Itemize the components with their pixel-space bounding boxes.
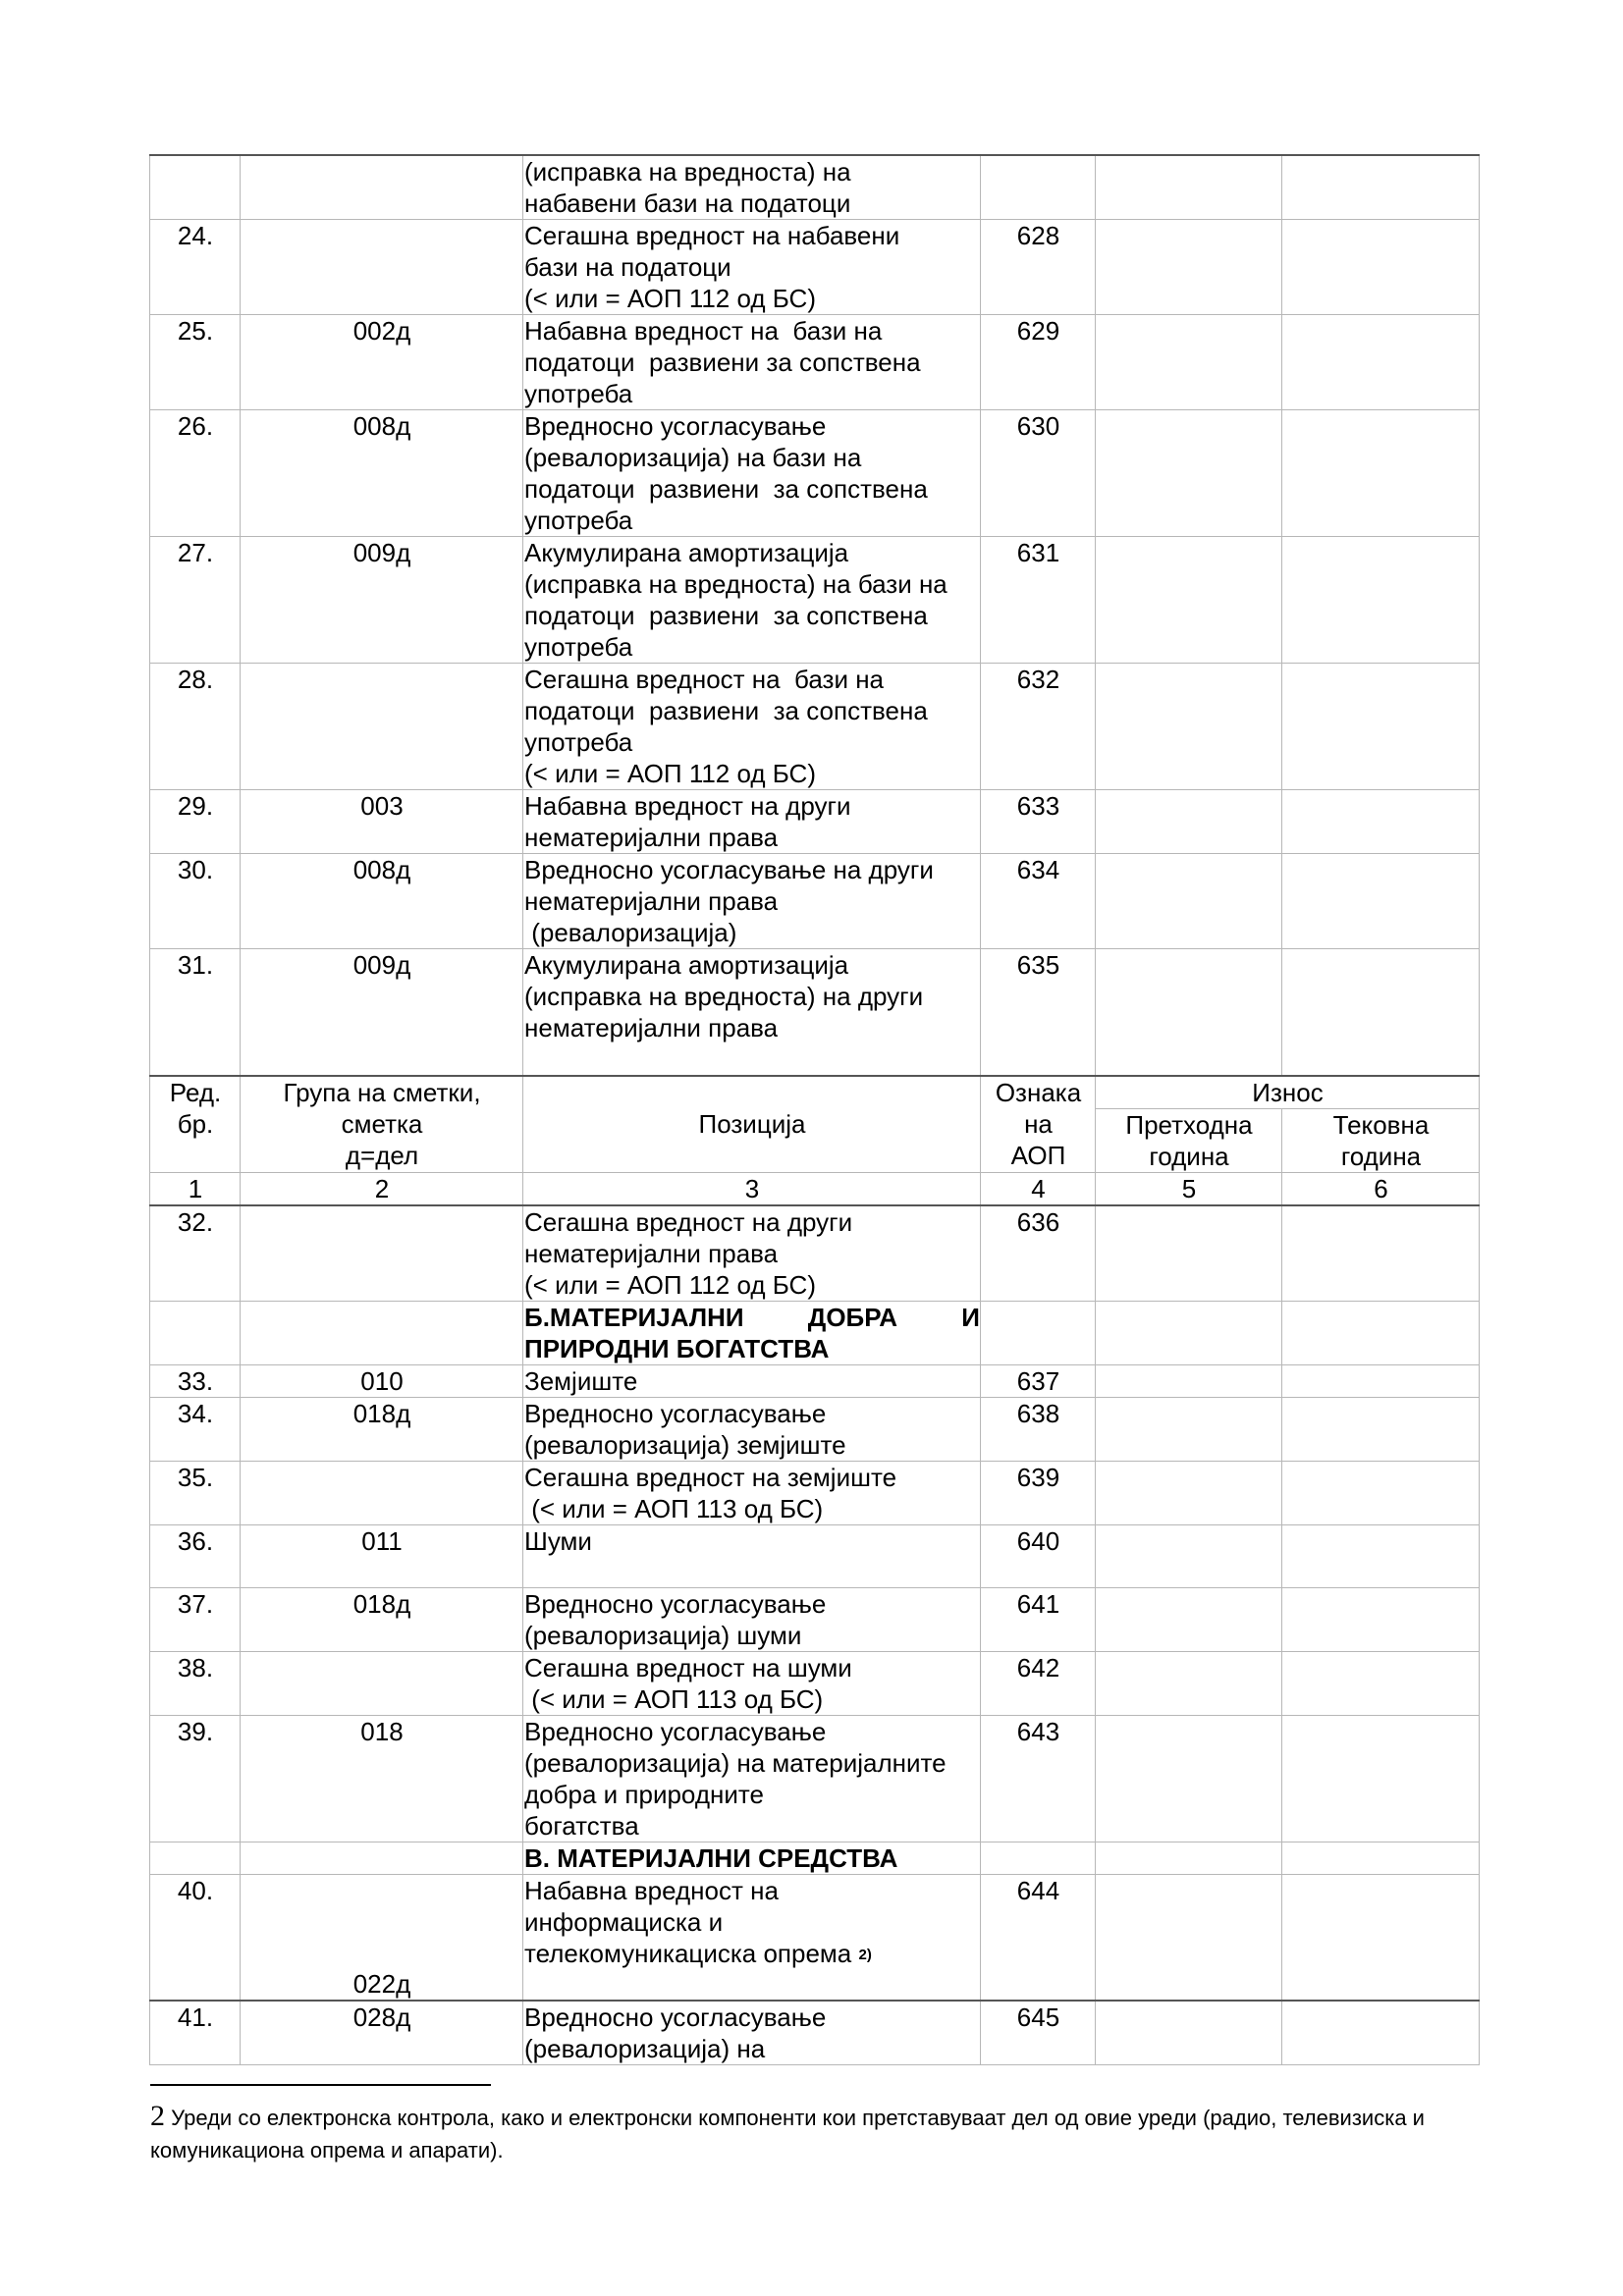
cell-aop xyxy=(981,155,1096,220)
table-row xyxy=(150,155,1480,220)
cell-account-group xyxy=(241,664,523,790)
table-row xyxy=(150,664,1480,790)
cell-prev-year xyxy=(1096,1524,1282,1587)
cell-aop-text: 628 xyxy=(1016,221,1060,250)
table-row xyxy=(150,854,1480,949)
cell-curr-year xyxy=(1282,410,1480,537)
cell-curr-year xyxy=(1282,854,1480,949)
cell-row-number xyxy=(150,1205,241,1302)
cell-curr-year xyxy=(1282,1205,1480,1302)
cell-account-group-text: 022д xyxy=(352,1969,411,1999)
cell-position xyxy=(523,1524,981,1587)
cell-row-number-text: 31. xyxy=(177,950,214,980)
cell-position-text: Акумулирана амортизација (исправка на вредноста) на бази на податоци развиени за сопствена употреба xyxy=(524,538,947,662)
cell-account-group xyxy=(241,854,523,949)
cell-position-text: Сегашна вредност на шуми (< или = АОП 113 од БС) xyxy=(524,1652,852,1714)
cell-position xyxy=(523,155,981,220)
cell-account-group xyxy=(241,1364,523,1397)
cell-position xyxy=(523,1461,981,1524)
cell-account-group xyxy=(241,1205,523,1302)
cell-aop xyxy=(981,1842,1096,1874)
cell-aop-text: 633 xyxy=(1016,791,1060,821)
cell-row-number-text: 34. xyxy=(177,1398,214,1428)
table-header xyxy=(150,1076,1480,1205)
cell-account-group xyxy=(241,155,523,220)
cell-aop-text: 639 xyxy=(1016,1462,1060,1492)
table-body-top xyxy=(150,155,1480,1076)
cell-row-number-text: 29. xyxy=(177,791,214,821)
cell-aop-text: 641 xyxy=(1016,1588,1060,1619)
cell-row-number-text: 38. xyxy=(177,1652,214,1682)
cell-account-group-text: 009д xyxy=(352,538,411,567)
cell-prev-year xyxy=(1096,1715,1282,1842)
cell-prev-year xyxy=(1096,664,1282,790)
cell-prev-year xyxy=(1096,410,1282,537)
cell-account-group xyxy=(241,1301,523,1364)
cell-prev-year xyxy=(1096,1651,1282,1715)
cell-position-text: Вредносно усогласување (ревалоризација) на xyxy=(524,2002,827,2063)
cell-account-group-text: 010 xyxy=(360,1365,404,1396)
cell-row-number xyxy=(150,949,241,1076)
header-num: 2 xyxy=(241,1172,523,1205)
cell-prev-year xyxy=(1096,1301,1282,1364)
header-amount: Износ xyxy=(1096,1076,1480,1109)
cell-account-group-text: 002д xyxy=(352,316,411,346)
cell-account-group xyxy=(241,1715,523,1842)
footnote xyxy=(150,2100,1476,2166)
header-num: 5 xyxy=(1096,1172,1282,1205)
cell-curr-year xyxy=(1282,2001,1480,2065)
cell-aop-text: 635 xyxy=(1016,950,1060,980)
cell-row-number xyxy=(150,1651,241,1715)
cell-row-number-text: 37. xyxy=(177,1588,214,1619)
cell-aop-text: 636 xyxy=(1016,1206,1060,1237)
footnote-number: 2 xyxy=(150,2100,165,2132)
cell-account-group xyxy=(241,537,523,664)
cell-account-group xyxy=(241,1461,523,1524)
cell-position-text: Сегашна вредност на други нематеријални права (< или = АОП 112 од БС) xyxy=(524,1206,853,1300)
cell-position xyxy=(523,1874,981,2001)
cell-curr-year xyxy=(1282,790,1480,854)
table-row xyxy=(150,1842,1480,1874)
cell-aop-text: 638 xyxy=(1016,1398,1060,1428)
cell-aop xyxy=(981,1651,1096,1715)
cell-row-number xyxy=(150,1301,241,1364)
table-row xyxy=(150,1397,1480,1461)
cell-account-group xyxy=(241,410,523,537)
cell-curr-year xyxy=(1282,1587,1480,1651)
cell-curr-year xyxy=(1282,1842,1480,1874)
cell-position-text: В. МАТЕРИЈАЛНИ СРЕДСТВА xyxy=(524,1842,898,1873)
table-row xyxy=(150,1587,1480,1651)
cell-position-text: Сегашна вредност на земјиште (< или = АОП 113 од БС) xyxy=(524,1462,897,1523)
cell-curr-year xyxy=(1282,664,1480,790)
cell-prev-year xyxy=(1096,2001,1282,2065)
cell-position-text: Вредносно усогласување (ревалоризација) земјиште xyxy=(524,1398,846,1460)
cell-account-group xyxy=(241,1874,523,2001)
table-row xyxy=(150,220,1480,315)
cell-prev-year xyxy=(1096,854,1282,949)
header-no: Ред. бр. xyxy=(150,1076,241,1173)
cell-aop xyxy=(981,1364,1096,1397)
footnote-text: Уреди со електронска контрола, како и електронски компоненти кои претставуваат дел од овие уреди (радио, телевизиска и комуникациона опрема и апарати). xyxy=(150,2106,1425,2163)
cell-aop xyxy=(981,537,1096,664)
cell-curr-year xyxy=(1282,1715,1480,1842)
table-row xyxy=(150,1715,1480,1842)
cell-row-number-text: 41. xyxy=(177,2002,214,2032)
cell-prev-year xyxy=(1096,1364,1282,1397)
cell-row-number-text: 25. xyxy=(177,316,214,346)
header-num: 3 xyxy=(523,1172,981,1205)
cell-position-text: Вредносно усогласување на други нематеријални права (ревалоризација) xyxy=(524,855,934,947)
cell-aop xyxy=(981,315,1096,410)
cell-row-number-text: 24. xyxy=(177,221,214,250)
cell-position-text: Вредносно усогласување (ревалоризација) на материјалните добра и природните богатства xyxy=(524,1716,947,1841)
cell-position xyxy=(523,1651,981,1715)
cell-account-group-text: 003 xyxy=(360,791,404,821)
cell-position-text: Вредносно усогласување (ревалоризација) на бази на податоци развиени за сопствена употреба xyxy=(524,411,928,535)
cell-account-group-text: 008д xyxy=(352,411,411,441)
cell-aop xyxy=(981,1715,1096,1842)
cell-row-number xyxy=(150,537,241,664)
cell-row-number-text: 33. xyxy=(177,1365,214,1396)
cell-row-number xyxy=(150,2001,241,2065)
cell-prev-year xyxy=(1096,537,1282,664)
cell-row-number-text: 26. xyxy=(177,411,214,441)
cell-account-group-text: 018д xyxy=(352,1588,411,1619)
cell-position-text: Земјиште xyxy=(524,1365,638,1396)
cell-account-group-text: 028д xyxy=(352,2002,411,2032)
cell-position xyxy=(523,854,981,949)
cell-curr-year xyxy=(1282,1651,1480,1715)
cell-row-number xyxy=(150,1364,241,1397)
cell-row-number xyxy=(150,315,241,410)
cell-curr-year xyxy=(1282,1397,1480,1461)
cell-aop xyxy=(981,1524,1096,1587)
table-row xyxy=(150,537,1480,664)
cell-row-number-text: 39. xyxy=(177,1716,214,1746)
header-numbers-row xyxy=(150,1172,1480,1205)
cell-account-group xyxy=(241,949,523,1076)
cell-aop xyxy=(981,220,1096,315)
cell-aop xyxy=(981,1301,1096,1364)
cell-aop xyxy=(981,410,1096,537)
cell-prev-year xyxy=(1096,315,1282,410)
cell-position xyxy=(523,1842,981,1874)
cell-account-group xyxy=(241,2001,523,2065)
header-aop: Ознака на АОП xyxy=(981,1076,1096,1173)
cell-aop-text: 644 xyxy=(1016,1875,1060,1905)
cell-position-text: Набавна вредност на бази на податоци развиени за сопствена употреба xyxy=(524,316,921,408)
table-body-bottom xyxy=(150,1205,1480,2065)
cell-row-number xyxy=(150,790,241,854)
cell-position xyxy=(523,1205,981,1302)
table-row xyxy=(150,949,1480,1076)
cell-prev-year xyxy=(1096,220,1282,315)
cell-position-text: Акумулирана амортизација (исправка на вредноста) на други нематеријални права xyxy=(524,950,924,1042)
cell-row-number xyxy=(150,1842,241,1874)
cell-position-text: Набавна вредност на други нематеријални права xyxy=(524,791,851,852)
cell-aop xyxy=(981,1587,1096,1651)
balance-table xyxy=(149,154,1480,2065)
cell-aop-text: 637 xyxy=(1016,1365,1060,1396)
table-row xyxy=(150,410,1480,537)
header-group: Група на сметки, сметка д=дел xyxy=(241,1076,523,1173)
cell-aop-text: 632 xyxy=(1016,665,1060,694)
cell-aop-text: 640 xyxy=(1016,1525,1060,1556)
cell-position xyxy=(523,1397,981,1461)
cell-row-number-text: 35. xyxy=(177,1462,214,1492)
header-prev-year: Претходна година xyxy=(1096,1108,1282,1172)
cell-curr-year xyxy=(1282,1524,1480,1587)
cell-position xyxy=(523,1301,981,1364)
cell-aop xyxy=(981,664,1096,790)
cell-position-text: Б.МАТЕРИЈАЛНИ ДОБРА И ПРИРОДНИ БОГАТСТВА xyxy=(524,1302,980,1363)
cell-account-group xyxy=(241,1397,523,1461)
cell-account-group xyxy=(241,1524,523,1587)
cell-aop xyxy=(981,1397,1096,1461)
cell-prev-year xyxy=(1096,790,1282,854)
cell-row-number-text: 27. xyxy=(177,538,214,567)
cell-account-group-text: 011 xyxy=(361,1525,403,1556)
cell-position-text: Сегашна вредност на бази на податоци развиени за сопствена употреба (< или = АОП 112 од БС) xyxy=(524,665,928,788)
cell-account-group-text: 008д xyxy=(352,855,411,884)
cell-curr-year xyxy=(1282,155,1480,220)
table-row xyxy=(150,790,1480,854)
cell-account-group xyxy=(241,790,523,854)
cell-aop xyxy=(981,1874,1096,2001)
cell-row-number xyxy=(150,1715,241,1842)
cell-position xyxy=(523,220,981,315)
cell-position xyxy=(523,537,981,664)
cell-account-group xyxy=(241,220,523,315)
cell-row-number xyxy=(150,1461,241,1524)
cell-row-number xyxy=(150,1874,241,2001)
cell-position xyxy=(523,790,981,854)
cell-prev-year xyxy=(1096,1874,1282,2001)
cell-aop-text: 643 xyxy=(1016,1716,1060,1746)
cell-row-number-text: 36. xyxy=(177,1525,214,1556)
cell-position xyxy=(523,315,981,410)
cell-account-group xyxy=(241,1842,523,1874)
cell-prev-year xyxy=(1096,949,1282,1076)
cell-curr-year xyxy=(1282,220,1480,315)
cell-aop-text: 629 xyxy=(1016,316,1060,346)
cell-row-number xyxy=(150,220,241,315)
cell-curr-year xyxy=(1282,1461,1480,1524)
cell-aop xyxy=(981,1205,1096,1302)
cell-curr-year xyxy=(1282,537,1480,664)
cell-curr-year xyxy=(1282,1874,1480,2001)
footnote-separator xyxy=(150,2084,491,2086)
cell-aop-text: 634 xyxy=(1016,855,1060,884)
cell-account-group-text: 018 xyxy=(360,1716,404,1746)
cell-aop-text: 645 xyxy=(1016,2002,1060,2032)
cell-position xyxy=(523,410,981,537)
table-row xyxy=(150,1874,1480,2001)
cell-row-number xyxy=(150,155,241,220)
table-row xyxy=(150,1364,1480,1397)
table-row xyxy=(150,1301,1480,1364)
cell-position xyxy=(523,1364,981,1397)
cell-prev-year xyxy=(1096,1587,1282,1651)
cell-row-number xyxy=(150,1587,241,1651)
cell-position xyxy=(523,949,981,1076)
table-row xyxy=(150,1651,1480,1715)
cell-row-number xyxy=(150,664,241,790)
cell-row-number xyxy=(150,854,241,949)
cell-curr-year xyxy=(1282,1364,1480,1397)
cell-prev-year xyxy=(1096,1397,1282,1461)
cell-position-text: Сегашна вредност на набавени бази на податоци (< или = АОП 112 од БС) xyxy=(524,221,900,313)
cell-aop xyxy=(981,1461,1096,1524)
cell-aop xyxy=(981,949,1096,1076)
cell-prev-year xyxy=(1096,1461,1282,1524)
cell-position-text: Шуми xyxy=(524,1525,592,1556)
cell-position-text: (исправка на вредноста) на набавени бази на податоци xyxy=(524,157,851,218)
cell-aop xyxy=(981,2001,1096,2065)
cell-account-group xyxy=(241,315,523,410)
cell-row-number-text: 40. xyxy=(177,1875,214,1905)
cell-account-group xyxy=(241,1587,523,1651)
cell-prev-year xyxy=(1096,1842,1282,1874)
header-num: 6 xyxy=(1282,1172,1480,1205)
header-position: Позиција xyxy=(523,1076,981,1173)
cell-aop-text: 631 xyxy=(1016,538,1060,567)
cell-aop-text: 630 xyxy=(1016,411,1060,441)
table-row xyxy=(150,1205,1480,1302)
cell-position xyxy=(523,664,981,790)
cell-account-group-text: 018д xyxy=(352,1398,411,1428)
table-row xyxy=(150,2001,1480,2065)
header-num: 1 xyxy=(150,1172,241,1205)
cell-curr-year xyxy=(1282,315,1480,410)
cell-position-text: Набавна вредност на информациска и телекомуникациска опрема $^{2)}$ xyxy=(524,1875,872,1968)
header-curr-year: Тековна година xyxy=(1282,1108,1480,1172)
header-num: 4 xyxy=(981,1172,1096,1205)
table-row xyxy=(150,1524,1480,1587)
cell-aop xyxy=(981,854,1096,949)
cell-row-number-text: 32. xyxy=(177,1206,214,1237)
cell-position xyxy=(523,2001,981,2065)
cell-row-number xyxy=(150,1524,241,1587)
cell-curr-year xyxy=(1282,949,1480,1076)
cell-position xyxy=(523,1587,981,1651)
cell-row-number xyxy=(150,410,241,537)
cell-prev-year xyxy=(1096,155,1282,220)
cell-account-group-text: 009д xyxy=(352,950,411,980)
header-row xyxy=(150,1076,1480,1109)
cell-position xyxy=(523,1715,981,1842)
cell-position-text: Вредносно усогласување (ревалоризација) шуми xyxy=(524,1588,827,1650)
table-row xyxy=(150,1461,1480,1524)
cell-account-group xyxy=(241,1651,523,1715)
footnote-ref: 2) xyxy=(858,1946,872,1963)
cell-row-number xyxy=(150,1397,241,1461)
cell-aop xyxy=(981,790,1096,854)
cell-prev-year xyxy=(1096,1205,1282,1302)
cell-row-number-text: 28. xyxy=(177,665,214,694)
cell-aop-text: 642 xyxy=(1016,1652,1060,1682)
cell-row-number-text: 30. xyxy=(177,855,214,884)
cell-curr-year xyxy=(1282,1301,1480,1364)
table-row xyxy=(150,315,1480,410)
